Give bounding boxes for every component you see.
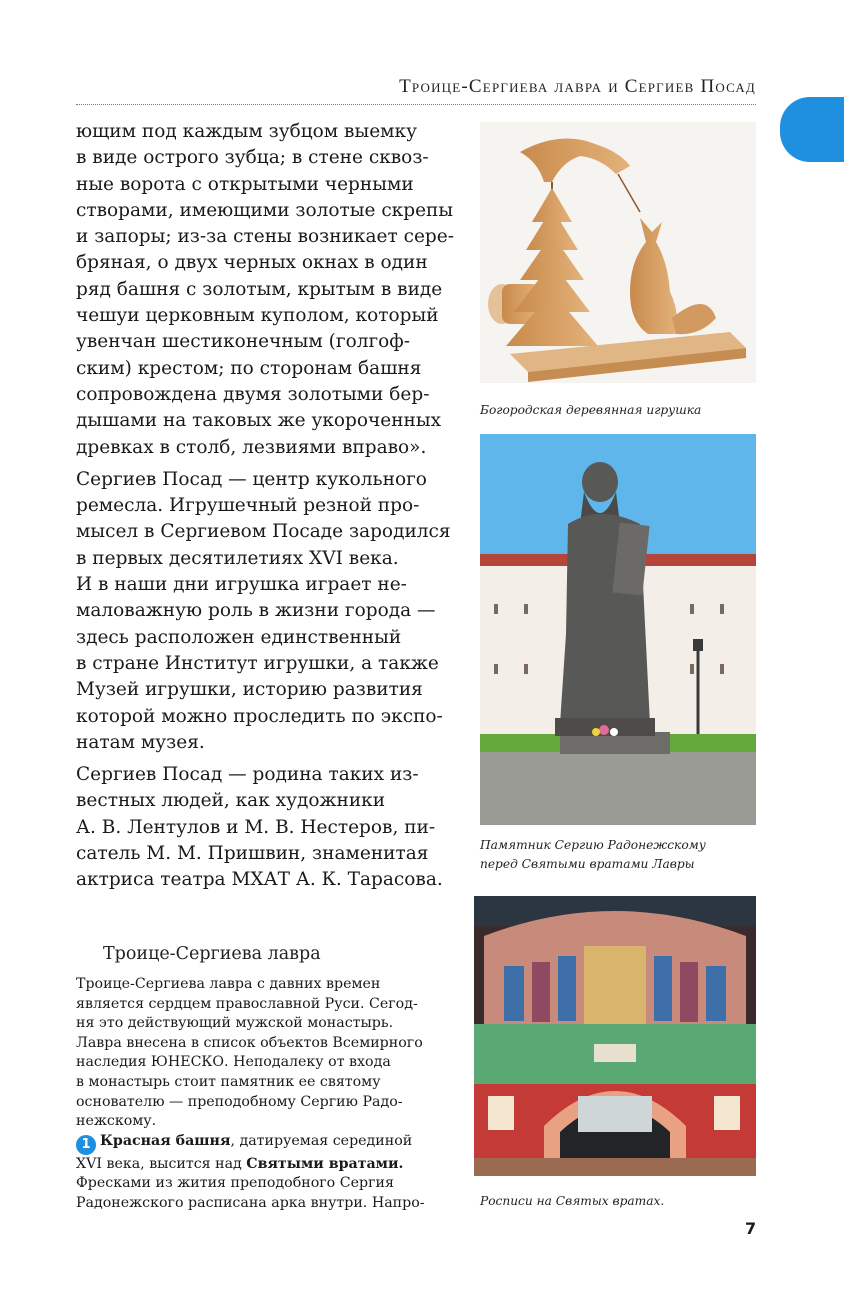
landmark-name: Святыми вратами. bbox=[246, 1155, 404, 1172]
main-text-column bbox=[76, 119, 466, 900]
running-title: Троице-Сергиева лавра и Сергиев Посад bbox=[399, 76, 756, 97]
paragraph: Сергиев Посад — родина таких из- вестных людей, как художники А. В. Лентулов и М. В. Нестеров, пи- сатель М. М. Пришвин, знаменитая актриса театра МХАТ А. К. Тарасова. bbox=[76, 764, 443, 891]
wooden-toy-image bbox=[480, 122, 756, 383]
monument-image bbox=[480, 434, 756, 825]
monument-photo bbox=[480, 434, 756, 825]
paragraph: Сергиев Посад — центр кукольного ремесла. Игрушечный резной про- мысел в Сергиевом Посаде зародился в первых десятилетиях XVI века. И в наши дни игрушка играет не- маловажную роль в жизни города — здесь расположен единственный в стране Институт игрушки, а также Музей игрушки, историю развития которой можно проследить по экспо- натам музея. bbox=[76, 468, 451, 753]
page-number: 7 bbox=[745, 1219, 757, 1238]
paragraph: Троице-Сергиева лавра с давних времен является сердцем православной Руси. Сегод- ня это действующий мужской монастырь. Лавра внесена в список объектов Всемирного наследия ЮНЕСКО. Неподалеку от входа в монастырь стоит памятник ее святому основателю — преподобному Сергию Радо- нежскому. bbox=[76, 976, 423, 1130]
wooden-toy-photo bbox=[480, 122, 756, 383]
section-heading: Троице-Сергиева лавра bbox=[103, 944, 321, 964]
header-divider bbox=[76, 104, 756, 105]
chapter-tab bbox=[780, 97, 844, 162]
figure-caption: Росписи на Святых вратах. bbox=[480, 1194, 665, 1208]
paragraph: ющим под каждым зубцом выемку в виде острого зубца; в стене сквоз- ные ворота с открытыми черными створами, имеющими золотые скрепы и запоры; из-за стены возникает сере- бряная, о двух черных окнах в один ряд башня с золотым, крытым в виде чешуи церковным куполом, который увенчан шестиконечным (голгоф- ским) крестом; по сторонам башня сопровождена двумя золотыми бер- дышами на таковых же укороченных древках в столб, лезвиями вправо». bbox=[76, 121, 454, 458]
numbered-paragraph: 1 Красная башня, датируемая серединой XVI века, высится над Святыми вратами. Фресками из жития преподобного Сергия Радонежского расписана арка внутри. Напро- bbox=[76, 1132, 425, 1211]
number-badge: 1 bbox=[76, 1135, 96, 1155]
section-text bbox=[76, 975, 456, 1214]
frescoes-image bbox=[474, 896, 756, 1176]
landmark-name: Красная башня bbox=[100, 1132, 231, 1149]
frescoes-photo bbox=[474, 896, 756, 1176]
figure-caption: Богородская деревянная игрушка bbox=[480, 403, 702, 417]
figure-caption: Памятник Сергию Радонежскому перед Святыми вратами Лавры bbox=[480, 838, 706, 871]
